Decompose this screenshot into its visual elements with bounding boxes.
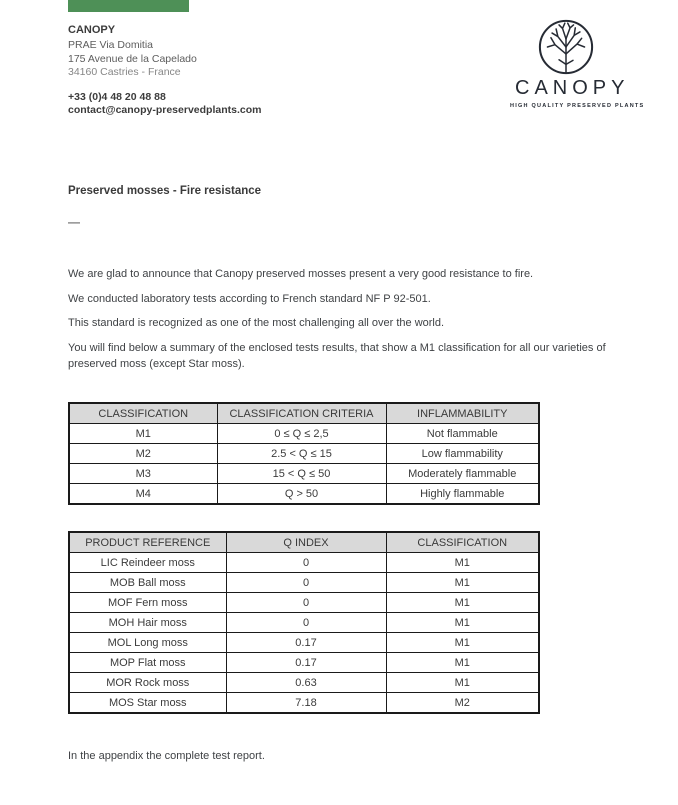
table-row [69,593,539,613]
table-row [69,553,539,573]
company-phone: +33 (0)4 48 20 48 88 [68,90,166,103]
table-row [69,673,539,693]
brand-accent-bar [68,0,189,12]
table-cell: M1 [386,613,539,633]
table-cell: 0.17 [226,653,386,673]
table-header-cell: CLASSIFICATION [69,403,217,424]
paragraph: You will find below a summary of the enclosed tests results, that show a M1 classification for all our varieties of preserved moss (except Star moss). [68,341,606,370]
table-row [69,613,539,633]
paragraph: This standard is recognized as one of the most challenging all over the world. [68,317,445,329]
title-divider-dash: — [68,215,80,229]
logo-wordmark: CANOPY [515,77,630,99]
body-paragraphs [68,266,614,381]
table-cell: Q > 50 [217,484,386,505]
table-cell: Moderately flammable [386,464,539,484]
table-cell: MOF Fern moss [69,593,226,613]
company-address-line: PRAE Via Domitia [68,39,154,52]
table-header-cell: Q INDEX [226,532,386,553]
table-header-cell: CLASSIFICATION [386,532,539,553]
table-cell: 15 < Q ≤ 50 [217,464,386,484]
table-cell: MOH Hair moss [69,613,226,633]
table-cell: 7.18 [226,693,386,714]
table-cell: 0.17 [226,633,386,653]
table-row [69,573,539,593]
table-cell: MOB Ball moss [69,573,226,593]
table-cell: 0 [226,553,386,573]
table-cell: M1 [386,593,539,613]
table-header-cell: INFLAMMABILITY [386,403,539,424]
table-row [69,444,539,464]
table-cell: Low flammability [386,444,539,464]
table-cell: 0 [226,573,386,593]
table-cell: M2 [69,444,217,464]
company-address-line: 175 Avenue de la Capelado [68,52,197,65]
table-cell: M4 [69,484,217,505]
table-header-cell: PRODUCT REFERENCE [69,532,226,553]
table-row [69,464,539,484]
closing-line: In the appendix the complete test report. [68,750,265,762]
tree-in-circle-icon [510,18,622,76]
product-results-table [68,531,540,714]
table-cell: MOP Flat moss [69,653,226,673]
classification-criteria-table [68,402,540,505]
table-cell: 0 [226,593,386,613]
table-row [69,424,539,444]
table-cell: M1 [386,653,539,673]
company-address-line: 34160 Castries - France [68,66,181,79]
table-cell: Highly flammable [386,484,539,505]
company-email: contact@canopy-preservedplants.com [68,104,262,117]
table-cell: 0 ≤ Q ≤ 2,5 [217,424,386,444]
table-cell: LIC Reindeer moss [69,553,226,573]
table-row [69,484,539,505]
table-cell: 2.5 < Q ≤ 15 [217,444,386,464]
table-cell: MOL Long moss [69,633,226,653]
company-info-block [68,24,261,117]
logo-tagline: HIGH QUALITY PRESERVED PLANTS [510,103,645,109]
table-cell: M1 [386,553,539,573]
company-logo [510,18,645,109]
table-cell: M1 [386,633,539,653]
table-cell: MOS Star moss [69,693,226,714]
table-header-cell: CLASSIFICATION CRITERIA [217,403,386,424]
table-row [69,693,539,714]
table-cell: MOR Rock moss [69,673,226,693]
table-cell: Not flammable [386,424,539,444]
table-cell: M1 [386,673,539,693]
page-title: Preserved mosses - Fire resistance [68,185,262,197]
table-cell: 0 [226,613,386,633]
table-row [69,653,539,673]
paragraph: We conducted laboratory tests according to French standard NF P 92-501. [68,292,431,305]
table-row [69,633,539,653]
table-cell: 0.63 [226,673,386,693]
table-cell: M1 [69,424,217,444]
table-cell: M1 [386,573,539,593]
company-name: CANOPY [68,24,116,36]
paragraph: We are glad to announce that Canopy preserved mosses present a very good resistance to fire. [68,268,534,280]
table-cell: M3 [69,464,217,484]
table-cell: M2 [386,693,539,714]
